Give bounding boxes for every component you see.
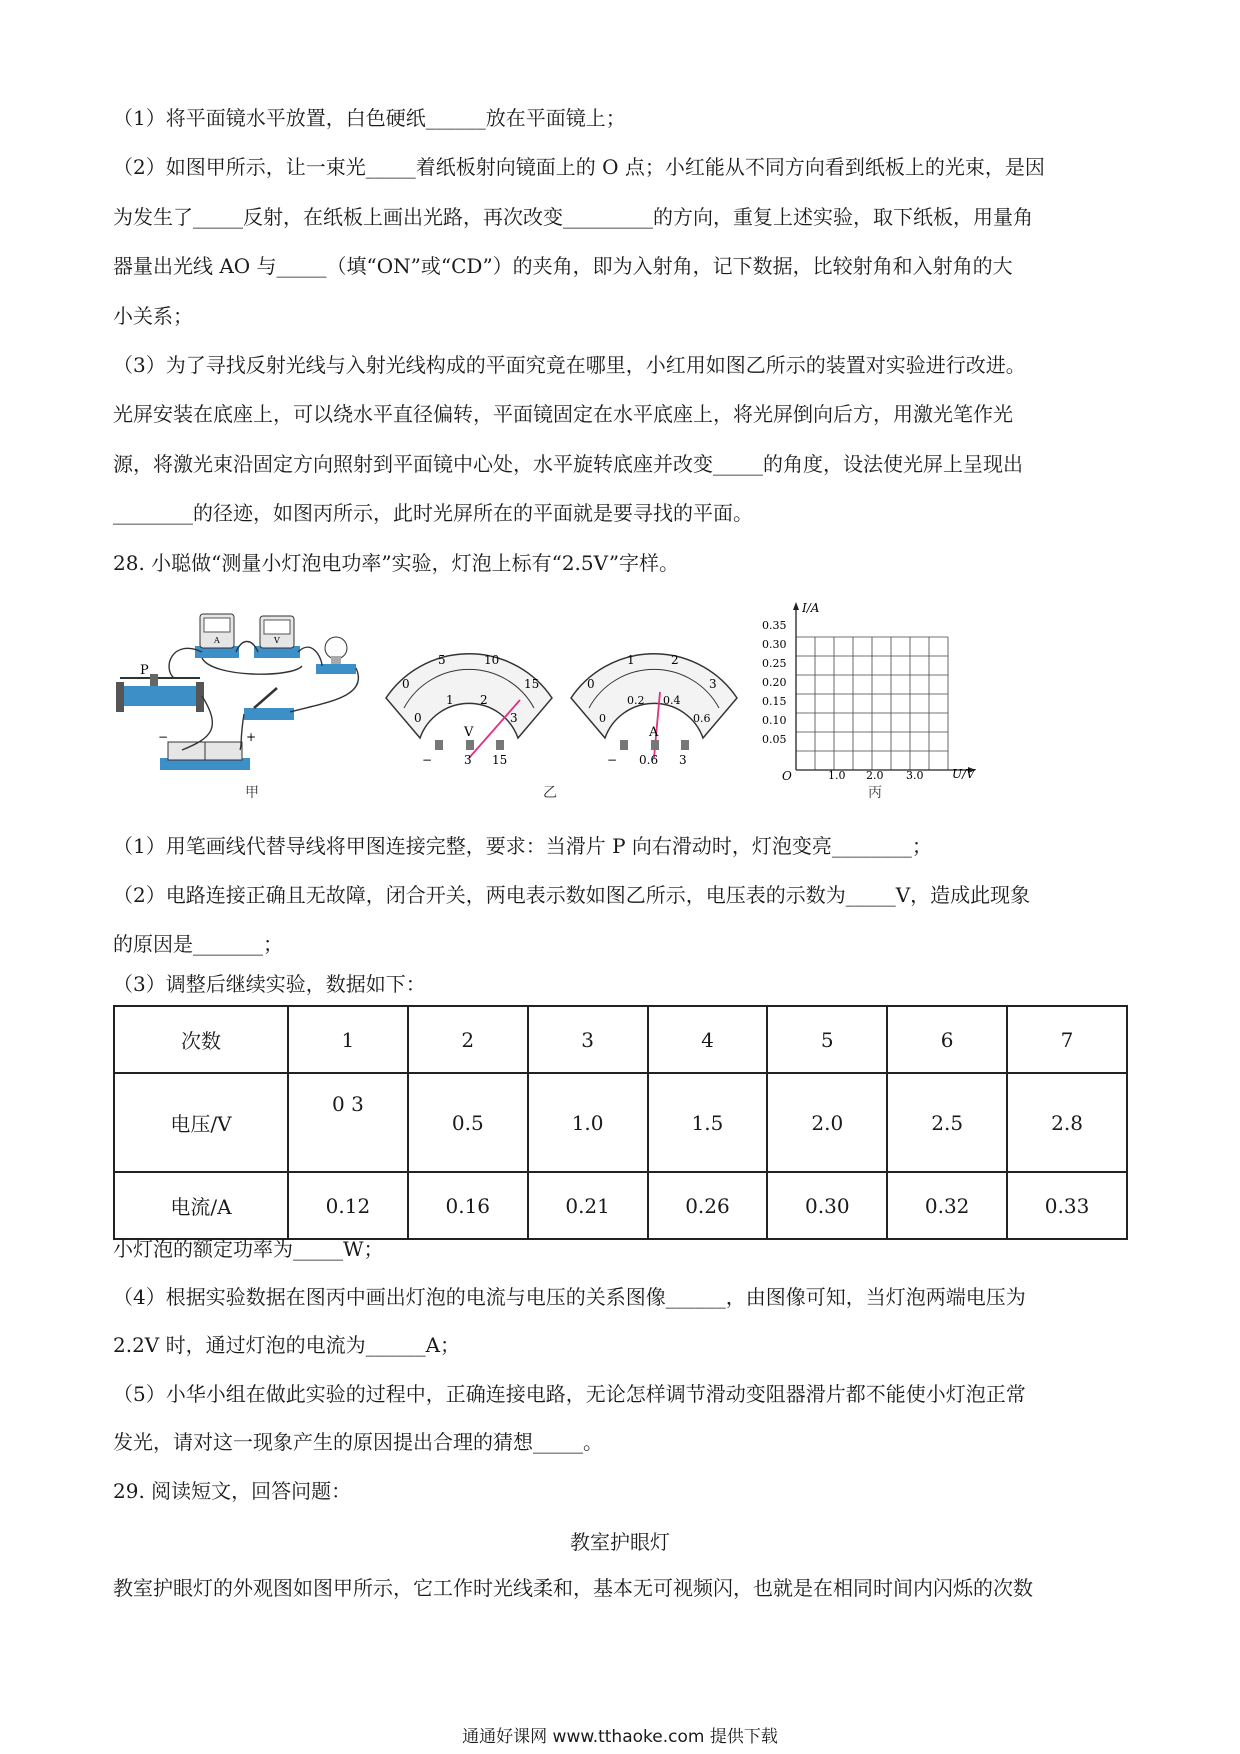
table-cell: 0 3: [288, 1073, 408, 1172]
circuit-figure: [112, 608, 367, 780]
v-terminal-1: 3: [464, 753, 472, 767]
ammeter-dial-figure: [565, 640, 743, 780]
table-row-current: [114, 1172, 1127, 1239]
table-cell: 5: [767, 1006, 887, 1073]
a-bottom-tick-3: 0.6: [693, 712, 711, 725]
table-cell: 0.33: [1007, 1172, 1127, 1239]
switch-icon: [244, 688, 294, 720]
figure-yi-label: 乙: [543, 785, 557, 801]
q28-step4-line1: （4）根据实验数据在图丙中画出灯泡的电流与电压的关系图像______，由图像可知，当灯泡两端电压为: [113, 1285, 1026, 1309]
table-cell: 0.16: [408, 1172, 528, 1239]
q28-step2-line2: 的原因是_______；: [113, 932, 283, 956]
ammeter-device-label: A: [214, 636, 220, 645]
a-top-tick-3: 3: [709, 677, 717, 691]
voltmeter-dial-figure: [380, 640, 558, 780]
rheostat-icon: [116, 663, 204, 712]
voltmeter-device-icon: [254, 616, 300, 658]
q27-step2-line2: 为发生了_____反射，在纸板上画出光路，再次改变_________的方向，重复上述实验，取下纸板，用量角: [113, 205, 1033, 229]
v-top-tick-2: 10: [484, 653, 500, 667]
table-row-trial: [114, 1006, 1127, 1073]
table-cell: 电压/V: [114, 1073, 288, 1172]
q28-step1: （1）用笔画线代替导线将甲图连接完整，要求：当滑片 P 向右滑动时，灯泡变亮________；: [113, 834, 932, 858]
q27-step3-line4: ________的径迹，如图丙所示，此时光屏所在的平面就是要寻找的平面。: [113, 501, 753, 525]
graph-x-tick-1: 2.0: [866, 769, 884, 780]
q28-step4-line2: 2.2V 时，通过灯泡的电流为______A；: [113, 1333, 461, 1357]
graph-x-tick-0: 1.0: [828, 769, 846, 780]
v-top-tick-1: 5: [438, 653, 446, 667]
graph-y-tick-6: 0.05: [762, 733, 787, 746]
graph-y-tick-2: 0.25: [762, 657, 787, 670]
q28-step3: （3）调整后继续实验，数据如下：: [113, 972, 426, 996]
voltmeter-unit: V: [464, 725, 474, 740]
table-cell: 6: [887, 1006, 1007, 1073]
table-cell: 0.26: [648, 1172, 768, 1239]
figure-bing-label: 丙: [868, 785, 882, 801]
v-bottom-tick-1: 1: [446, 693, 454, 707]
a-bottom-tick-0: 0: [599, 712, 606, 725]
graph-grid: [796, 637, 948, 770]
table-cell: 2.8: [1007, 1073, 1127, 1172]
table-cell: 次数: [114, 1006, 288, 1073]
table-cell: 3: [528, 1006, 648, 1073]
experiment-data-table: [113, 1005, 1128, 1240]
a-terminal-2: 3: [679, 753, 687, 767]
battery-plus-label: +: [246, 730, 257, 744]
graph-y-tick-0: 0.35: [762, 619, 787, 632]
q27-step2-line4: 小关系；: [113, 304, 193, 328]
graph-y-axis-label: I/A: [802, 601, 820, 615]
a-bottom-tick-1: 0.2: [627, 694, 645, 707]
graph-y-tick-4: 0.15: [762, 695, 787, 708]
v-bottom-tick-2: 2: [480, 693, 488, 707]
table-cell: 0.12: [288, 1172, 408, 1239]
q28-rated-power: 小灯泡的额定功率为_____W；: [113, 1237, 384, 1261]
table-cell: 1: [288, 1006, 408, 1073]
table-cell: 1.5: [648, 1073, 768, 1172]
q27-step2-line1: （2）如图甲所示，让一束光_____着纸板射向镜面上的 O 点；小红能从不同方向看到纸板上的光束，是因: [113, 155, 1045, 179]
page-footer: 通通好课网 www.tthaoke.com 提供下载: [462, 1727, 778, 1747]
table-cell: 2: [408, 1006, 528, 1073]
table-cell: 0.5: [408, 1073, 528, 1172]
q27-step1: （1）将平面镜水平放置，白色硬纸______放在平面镜上；: [113, 106, 626, 130]
table-cell: 1.0: [528, 1073, 648, 1172]
graph-origin-label: O: [782, 769, 792, 780]
table-cell: 2.0: [767, 1073, 887, 1172]
v-top-tick-0: 0: [402, 677, 410, 691]
v-bottom-tick-0: 0: [414, 711, 422, 725]
a-top-tick-2: 2: [671, 653, 679, 667]
q28-stem: 28. 小聪做“测量小灯泡电功率”实验，灯泡上标有“2.5V”字样。: [113, 551, 680, 575]
a-bottom-tick-2: 0.4: [663, 694, 681, 707]
v-terminal-2: 15: [492, 753, 508, 767]
article-title: 教室护眼灯: [570, 1530, 670, 1554]
graph-x-tick-2: 3.0: [906, 769, 924, 780]
voltmeter-device-label: V: [274, 636, 280, 645]
v-terminal-0: −: [422, 753, 433, 767]
q27-step3-line3: 源，将激光束沿固定方向照射到平面镜中心处，水平旋转底座并改变_____的角度，设法使光屏上呈现出: [113, 452, 1023, 476]
ammeter-unit: A: [649, 725, 659, 740]
v-top-tick-3: 15: [524, 677, 540, 691]
table-cell: 0.32: [887, 1172, 1007, 1239]
table-cell: 7: [1007, 1006, 1127, 1073]
table-cell: 4: [648, 1006, 768, 1073]
slider-p-label: P: [140, 663, 149, 678]
graph-y-tick-3: 0.20: [762, 676, 787, 689]
table-cell: 2.5: [887, 1073, 1007, 1172]
iu-graph-figure: [760, 600, 980, 780]
graph-x-axis-label: U/V: [952, 767, 975, 780]
q27-step3-line2: 光屏安装在底座上，可以绕水平直径偏转，平面镜固定在水平底座上，将光屏倒向后方，用激光笔作光: [113, 402, 1013, 426]
table-cell: 0.30: [767, 1172, 887, 1239]
q28-step5-line2: 发光，请对这一现象产生的原因提出合理的猜想_____。: [113, 1430, 603, 1454]
battery-minus-label: −: [158, 730, 169, 744]
graph-y-tick-1: 0.30: [762, 638, 787, 651]
q27-step2-line3: 器量出光线 AO 与_____（填“ON”或“CD”）的夹角，即为入射角，记下数据，比较射角和入射角的大: [113, 254, 1013, 278]
q27-step3-line1: （3）为了寻找反射光线与入射光线构成的平面究竟在哪里，小红用如图乙所示的装置对实验进行改进。: [113, 353, 1026, 377]
a-top-tick-0: 0: [587, 677, 595, 691]
table-row-voltage: [114, 1073, 1127, 1172]
graph-y-tick-5: 0.10: [762, 714, 787, 727]
article-line1: 教室护眼灯的外观图如图甲所示，它工作时光线柔和，基本无可视频闪，也就是在相同时间内闪烁的次数: [113, 1576, 1033, 1600]
q29-stem: 29. 阅读短文，回答问题：: [113, 1479, 352, 1503]
table-cell: 0.21: [528, 1172, 648, 1239]
a-terminal-1: 0.6: [639, 753, 659, 767]
q28-step5-line1: （5）小华小组在做此实验的过程中，正确连接电路，无论怎样调节滑动变阻器滑片都不能使小灯泡正常: [113, 1382, 1026, 1406]
figure-jia-label: 甲: [245, 785, 259, 801]
a-top-tick-1: 1: [627, 653, 635, 667]
q28-step2-line1: （2）电路连接正确且无故障，闭合开关，两电表示数如图乙所示，电压表的示数为_____V，造成此现象: [113, 883, 1031, 907]
bulb-icon: [316, 637, 356, 674]
table-cell: 电流/A: [114, 1172, 288, 1239]
a-terminal-0: −: [607, 753, 618, 767]
v-bottom-tick-3: 3: [510, 711, 518, 725]
